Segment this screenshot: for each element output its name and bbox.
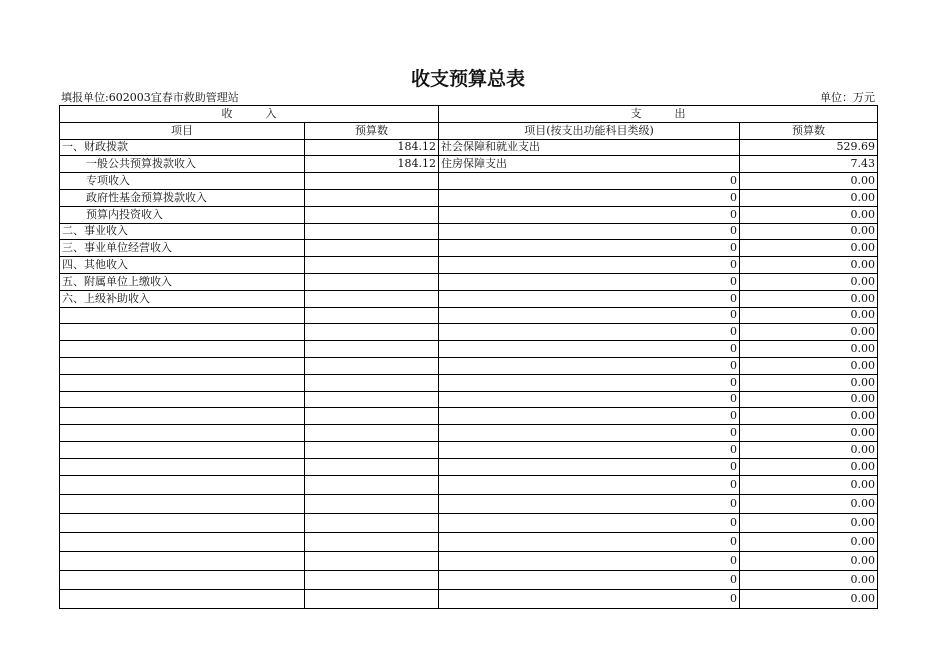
income-budget-cell[interactable] (305, 257, 439, 274)
income-budget-cell[interactable] (305, 391, 439, 408)
expense-budget-cell[interactable]: 7.43 (740, 156, 878, 173)
income-item-cell[interactable]: 一、财政拨款 (60, 139, 305, 156)
income-item-cell[interactable]: 二、事业收入 (60, 223, 305, 240)
income-budget-cell[interactable] (305, 374, 439, 391)
expense-item-cell[interactable]: 0 (439, 425, 740, 442)
income-item-cell[interactable] (60, 494, 305, 513)
expense-item-cell[interactable]: 0 (439, 173, 740, 190)
table-row (60, 357, 878, 374)
income-item-cell[interactable]: 三、事业单位经营收入 (60, 240, 305, 257)
expense-budget-cell[interactable]: 0.00 (740, 240, 878, 257)
income-budget-cell[interactable] (305, 357, 439, 374)
expense-item-cell[interactable]: 0 (439, 357, 740, 374)
table-row (60, 156, 878, 173)
income-item-cell[interactable] (60, 513, 305, 532)
income-budget-cell[interactable] (305, 273, 439, 290)
income-budget-cell[interactable] (305, 425, 439, 442)
table-row (60, 532, 878, 551)
expense-budget-cell[interactable]: 0.00 (740, 257, 878, 274)
expense-budget-header: 预算数 (740, 122, 878, 139)
table-row (60, 475, 878, 494)
table-row (60, 391, 878, 408)
expense-budget-cell[interactable]: 0.00 (740, 290, 878, 307)
expense-item-cell[interactable]: 0 (439, 391, 740, 408)
income-budget-cell[interactable] (305, 551, 439, 570)
income-budget-cell[interactable] (305, 324, 439, 341)
income-budget-cell[interactable] (305, 494, 439, 513)
expense-budget-cell[interactable]: 0.00 (740, 374, 878, 391)
column-header-row (60, 122, 878, 139)
expense-budget-cell[interactable]: 0.00 (740, 391, 878, 408)
income-item-cell[interactable]: 一般公共预算拨款收入 (60, 156, 305, 173)
table-row (60, 324, 878, 341)
table-row (60, 257, 878, 274)
income-budget-cell[interactable] (305, 458, 439, 475)
income-budget-cell[interactable]: 184.12 (305, 156, 439, 173)
income-item-cell[interactable]: 四、其他收入 (60, 257, 305, 274)
expense-budget-cell[interactable]: 0.00 (740, 458, 878, 475)
income-budget-header: 预算数 (305, 122, 439, 139)
income-item-header: 项目 (60, 122, 305, 139)
expense-item-cell[interactable]: 0 (439, 408, 740, 425)
reporting-unit: 填报单位:602003宜春市救助管理站 (61, 91, 239, 104)
table-row (60, 458, 878, 475)
expense-header: 支 出 (439, 106, 878, 123)
table-row (60, 139, 878, 156)
income-item-cell[interactable] (60, 441, 305, 458)
expense-budget-cell[interactable]: 0.00 (740, 206, 878, 223)
section-header-row (60, 106, 878, 123)
table-row (60, 513, 878, 532)
income-item-cell[interactable] (60, 570, 305, 589)
table-row (60, 425, 878, 442)
expense-item-cell[interactable]: 0 (439, 290, 740, 307)
expense-item-cell[interactable]: 0 (439, 589, 740, 608)
table-row (60, 273, 878, 290)
expense-item-cell[interactable]: 0 (439, 223, 740, 240)
table-row (60, 240, 878, 257)
income-budget-cell[interactable] (305, 341, 439, 358)
income-budget-cell[interactable] (305, 570, 439, 589)
table-row (60, 441, 878, 458)
income-budget-cell[interactable] (305, 223, 439, 240)
currency-unit: 单位：万元 (820, 91, 875, 104)
expense-item-cell[interactable]: 0 (439, 513, 740, 532)
income-item-cell[interactable] (60, 475, 305, 494)
income-item-cell[interactable] (60, 551, 305, 570)
expense-budget-cell[interactable]: 0.00 (740, 570, 878, 589)
income-budget-cell[interactable] (305, 589, 439, 608)
income-budget-cell[interactable] (305, 307, 439, 324)
budget-summary-table (59, 105, 878, 609)
income-budget-cell[interactable] (305, 475, 439, 494)
income-item-cell[interactable] (60, 307, 305, 324)
expense-item-cell[interactable]: 0 (439, 341, 740, 358)
table-row (60, 189, 878, 206)
table-row (60, 223, 878, 240)
income-budget-cell[interactable] (305, 206, 439, 223)
income-item-cell[interactable] (60, 425, 305, 442)
expense-item-cell[interactable]: 0 (439, 206, 740, 223)
income-item-cell[interactable] (60, 357, 305, 374)
income-item-cell[interactable]: 六、上级补助收入 (60, 290, 305, 307)
table-row (60, 173, 878, 190)
expense-item-cell[interactable]: 0 (439, 307, 740, 324)
table-row (60, 570, 878, 589)
income-budget-cell[interactable]: 184.12 (305, 139, 439, 156)
income-item-cell[interactable]: 五、附属单位上缴收入 (60, 273, 305, 290)
expense-item-cell[interactable]: 0 (439, 189, 740, 206)
income-budget-cell[interactable] (305, 513, 439, 532)
table-row (60, 206, 878, 223)
expense-budget-cell[interactable]: 0.00 (740, 513, 878, 532)
expense-item-cell[interactable]: 0 (439, 374, 740, 391)
expense-item-cell[interactable]: 0 (439, 475, 740, 494)
expense-budget-cell[interactable]: 0.00 (740, 173, 878, 190)
expense-budget-cell[interactable]: 0.00 (740, 307, 878, 324)
table-row (60, 494, 878, 513)
expense-item-cell[interactable]: 0 (439, 324, 740, 341)
income-budget-cell[interactable] (305, 441, 439, 458)
expense-item-cell[interactable]: 0 (439, 273, 740, 290)
table-row (60, 290, 878, 307)
income-item-cell[interactable] (60, 589, 305, 608)
expense-budget-cell[interactable]: 0.00 (740, 475, 878, 494)
income-budget-cell[interactable] (305, 408, 439, 425)
income-item-cell[interactable] (60, 532, 305, 551)
income-item-cell[interactable] (60, 341, 305, 358)
expense-budget-cell[interactable]: 0.00 (740, 189, 878, 206)
expense-budget-cell[interactable]: 0.00 (740, 494, 878, 513)
income-item-cell[interactable]: 政府性基金预算拨款收入 (60, 189, 305, 206)
table-row (60, 408, 878, 425)
page-title: 收支预算总表 (410, 68, 525, 90)
expense-item-header: 项目(按支出功能科目类级) (439, 122, 740, 139)
expense-item-cell[interactable]: 0 (439, 570, 740, 589)
expense-budget-cell[interactable]: 0.00 (740, 551, 878, 570)
expense-item-cell[interactable]: 0 (439, 458, 740, 475)
expense-item-cell[interactable]: 0 (439, 532, 740, 551)
expense-budget-cell[interactable]: 0.00 (740, 223, 878, 240)
income-budget-cell[interactable] (305, 173, 439, 190)
expense-item-cell[interactable]: 0 (439, 441, 740, 458)
income-budget-cell[interactable] (305, 240, 439, 257)
table-row (60, 307, 878, 324)
expense-budget-cell[interactable]: 0.00 (740, 425, 878, 442)
expense-budget-cell[interactable]: 0.00 (740, 408, 878, 425)
expense-budget-cell[interactable]: 0.00 (740, 441, 878, 458)
expense-item-cell[interactable]: 住房保障支出 (439, 156, 740, 173)
income-budget-cell[interactable] (305, 290, 439, 307)
income-budget-cell[interactable] (305, 189, 439, 206)
expense-item-cell[interactable]: 0 (439, 494, 740, 513)
income-item-cell[interactable] (60, 391, 305, 408)
income-item-cell[interactable] (60, 458, 305, 475)
income-item-cell[interactable] (60, 408, 305, 425)
expense-item-cell[interactable]: 社会保障和就业支出 (439, 139, 740, 156)
expense-item-cell[interactable]: 0 (439, 240, 740, 257)
income-budget-cell[interactable] (305, 532, 439, 551)
expense-budget-cell[interactable]: 0.00 (740, 341, 878, 358)
income-item-cell[interactable]: 预算内投资收入 (60, 206, 305, 223)
table-row (60, 551, 878, 570)
table-row (60, 341, 878, 358)
expense-budget-cell[interactable]: 529.69 (740, 139, 878, 156)
expense-budget-cell[interactable]: 0.00 (740, 273, 878, 290)
expense-item-cell[interactable]: 0 (439, 551, 740, 570)
income-header: 收 入 (60, 106, 439, 123)
expense-budget-cell[interactable]: 0.00 (740, 589, 878, 608)
expense-budget-cell[interactable]: 0.00 (740, 357, 878, 374)
income-item-cell[interactable]: 专项收入 (60, 173, 305, 190)
expense-budget-cell[interactable]: 0.00 (740, 532, 878, 551)
expense-budget-cell[interactable]: 0.00 (740, 324, 878, 341)
table-row (60, 589, 878, 608)
income-item-cell[interactable] (60, 374, 305, 391)
table-row (60, 374, 878, 391)
income-item-cell[interactable] (60, 324, 305, 341)
expense-item-cell[interactable]: 0 (439, 257, 740, 274)
